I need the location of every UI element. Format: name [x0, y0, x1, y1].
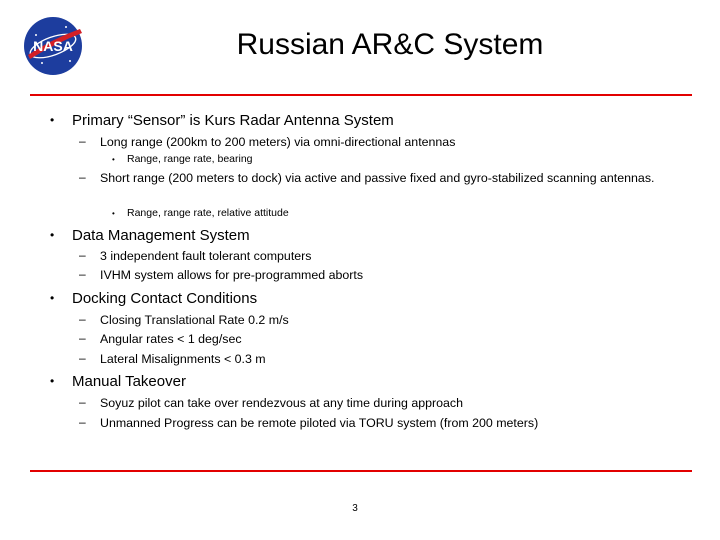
slide-title: Russian AR&C System [236, 28, 544, 61]
dash-marker: – [79, 312, 86, 326]
svg-text:NASA: NASA [33, 38, 73, 54]
bullet-marker: • [50, 374, 55, 388]
dash-marker: – [79, 395, 86, 409]
dash-marker: – [79, 331, 86, 345]
dash-marker: – [79, 267, 86, 281]
sub-bullet-computers: 3 independent fault tolerant computers [100, 249, 312, 263]
detail-range-attitude: Range, range rate, relative attitude [127, 207, 289, 219]
sub-bullet-short-range: Short range (200 meters to dock) via active and passive fixed and gyro-stabilized scanning antennas. [100, 171, 655, 185]
bullet-marker: • [50, 228, 55, 242]
sub-bullet-long-range: Long range (200km to 200 meters) via omni-directional antennas [100, 135, 456, 149]
bullet-marker: • [50, 291, 55, 305]
dash-marker: – [79, 248, 86, 262]
bullet-data-management: Data Management System [72, 227, 250, 244]
sub-bullet-soyuz: Soyuz pilot can take over rendezvous at any time during approach [100, 396, 463, 410]
bullet-marker: • [50, 113, 55, 127]
page-number: 3 [352, 503, 358, 514]
sub-bullet-progress: Unmanned Progress can be remote piloted via TORU system (from 200 meters) [100, 416, 539, 430]
sub-bullet-lateral: Lateral Misalignments < 0.3 m [100, 352, 266, 366]
bullet-manual-takeover: Manual Takeover [72, 373, 186, 390]
bullet-docking-contact: Docking Contact Conditions [72, 290, 258, 307]
small-bullet-marker: • [112, 155, 115, 164]
dash-marker: – [79, 351, 86, 365]
small-bullet-marker: • [112, 209, 115, 218]
sub-bullet-angular-rates: Angular rates < 1 deg/sec [100, 332, 242, 346]
dash-marker: – [79, 134, 86, 148]
sub-bullet-ivhm: IVHM system allows for pre-programmed aborts [100, 268, 364, 282]
dash-marker: – [79, 170, 86, 184]
footer-divider [30, 470, 692, 472]
detail-range-bearing: Range, range rate, bearing [127, 153, 253, 165]
bullet-primary-sensor: Primary “Sensor” is Kurs Radar Antenna System [72, 112, 394, 129]
dash-marker: – [79, 415, 86, 429]
sub-bullet-closing-rate: Closing Translational Rate 0.2 m/s [100, 313, 289, 327]
